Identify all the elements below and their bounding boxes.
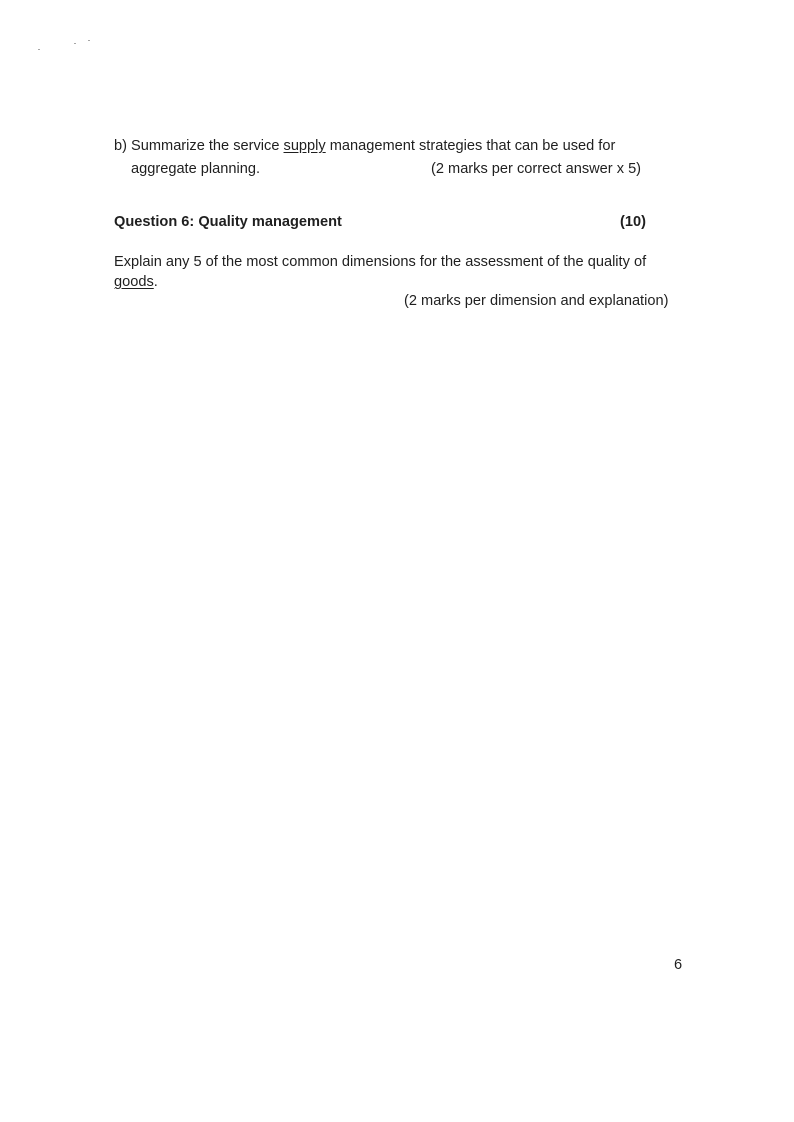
page-number: 6 (674, 957, 683, 973)
question-5b-text-line-2: aggregate planning. (131, 161, 261, 177)
question-5b-prefix: b) Summarize the service (114, 138, 284, 154)
question-5b-underlined-word: supply (283, 138, 326, 154)
question-6-text-line-2 (114, 274, 158, 292)
scan-specks (38, 38, 98, 52)
scan-speck (74, 43, 76, 44)
scan-speck (38, 49, 40, 50)
question-6-total-marks: (10) (620, 214, 646, 230)
question-6-marks: (2 marks per dimension and explanation) (404, 293, 669, 309)
question-6-title: Question 6: Quality management (114, 214, 342, 230)
question-6-period: . (153, 274, 158, 290)
question-5b-suffix: management strategies that can be used for (325, 138, 616, 154)
question-5b-text-line-1 (114, 138, 615, 156)
scan-speck (88, 40, 90, 41)
question-5b-marks: (2 marks per correct answer x 5) (431, 161, 642, 177)
question-6-underlined-word: goods (114, 274, 154, 290)
question-6-text-line-1: Explain any 5 of the most common dimensions for the assessment of the quality of (114, 254, 647, 270)
